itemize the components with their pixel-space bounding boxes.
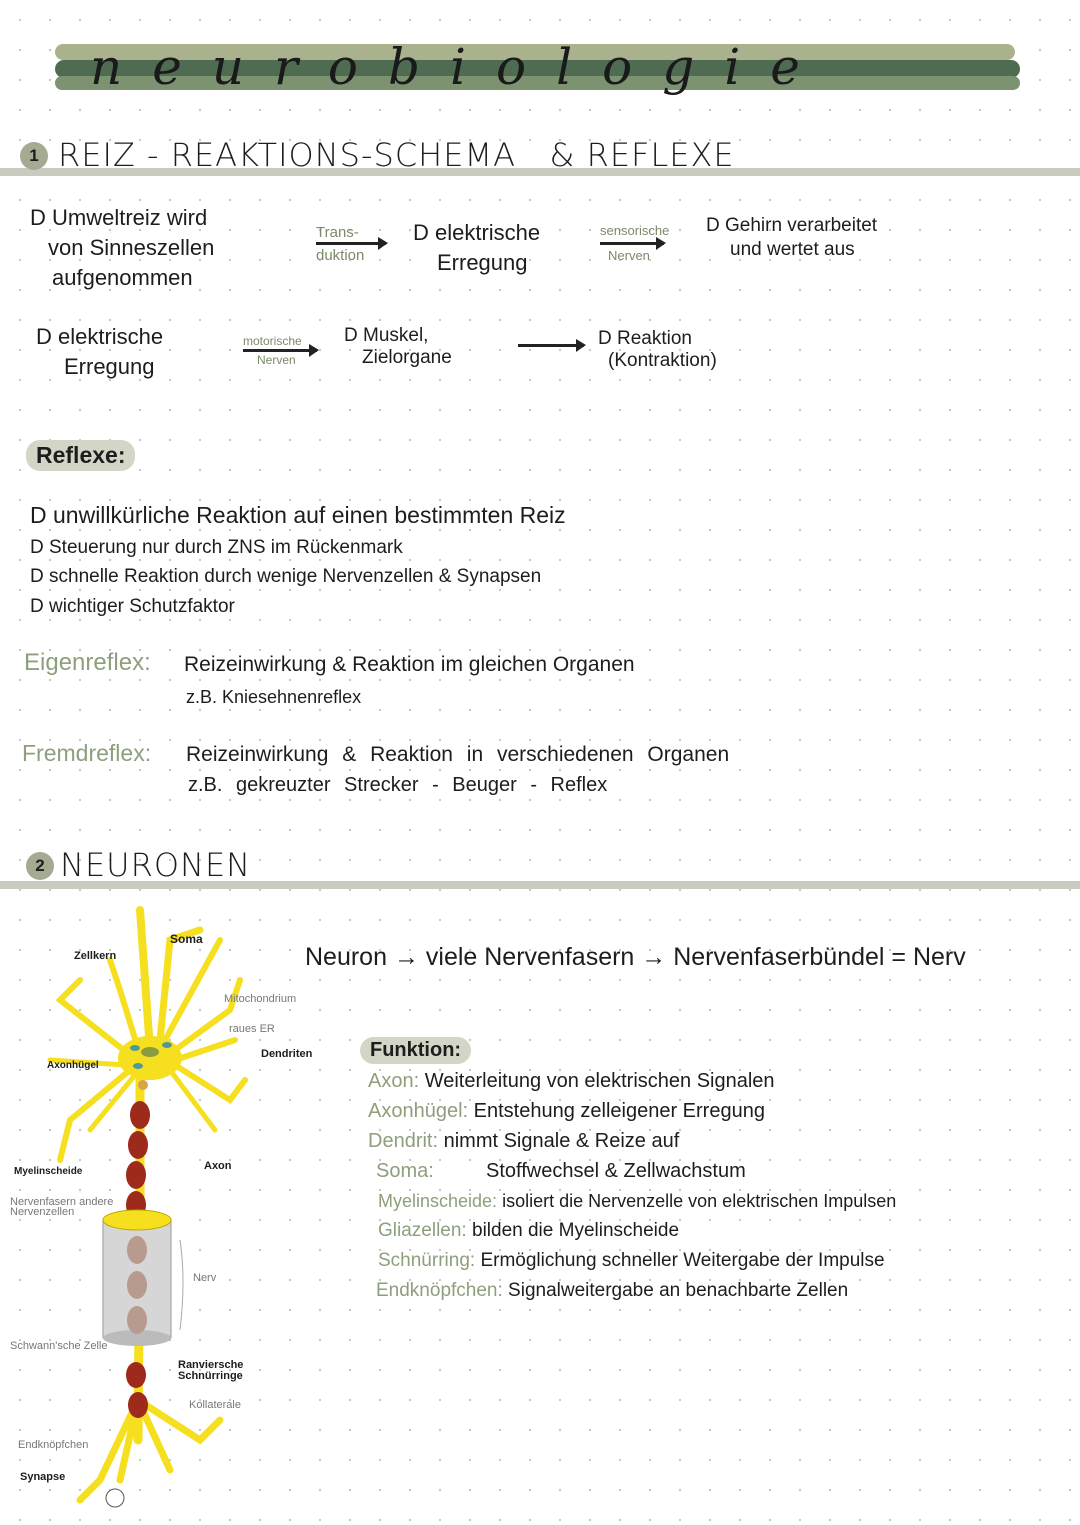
flow1-step3 (706, 214, 877, 262)
label-ranvier: Ranviersche Schnürringe (178, 1359, 244, 1382)
function-list (368, 1066, 1080, 1306)
arrow-motorische-nerven (243, 333, 323, 368)
text-line: D Gehirn verarbeitet (706, 215, 878, 236)
arrow-label: Trans- (316, 224, 359, 241)
reflexe-point: D Steuerung nur durch ZNS im Rückenmark (30, 537, 403, 558)
text-line: D Reaktion (598, 328, 692, 349)
function-text: Stoffwechsel & Zellwachstum (486, 1160, 746, 1182)
zellkern (141, 1047, 159, 1057)
function-term: Soma: (376, 1160, 434, 1182)
arrow-sensorische-nerven (600, 220, 700, 267)
arrow-label: duktion (316, 247, 365, 264)
flow1-step1 (30, 203, 214, 293)
function-text: Ermöglichung schneller Weitergabe der Impulse (480, 1250, 885, 1271)
eigenreflex-text: Reizeinwirkung & Reaktion im gleichen Organen (184, 653, 635, 676)
function-item (368, 1246, 1080, 1276)
label-myelinscheide: Myelinscheide (14, 1166, 83, 1177)
function-term: Myelinscheide: (378, 1191, 498, 1211)
fremdreflex-text: Reizeinwirkung & Reaktion in verschiedenen Organen (186, 743, 730, 766)
label-axonhuegel: Axonhügel (47, 1060, 99, 1071)
function-item (368, 1156, 1080, 1186)
arrow-icon (600, 242, 664, 245)
text-line: (Kontraktion) (608, 350, 717, 371)
function-term: Schnürring: (378, 1250, 476, 1271)
label-mitochondrium: Mitochondrium (224, 993, 297, 1005)
text-line: und wertet aus (730, 239, 855, 260)
text-line: von Sinneszellen (48, 235, 215, 260)
label-soma: Soma (170, 932, 203, 946)
neuron-summary: Neuron → viele Nervenfasern → Nervenfaserbündel = Nerv (305, 943, 966, 971)
section-number: 2 (26, 852, 54, 880)
text-line: Erregung (437, 250, 528, 275)
text-line: D Muskel, (344, 325, 429, 346)
function-term: Gliazellen: (378, 1220, 467, 1241)
function-item (368, 1096, 1080, 1126)
reflexe-label: Reflexe: (26, 440, 135, 471)
text-line: D elektrische (36, 324, 164, 349)
function-item (368, 1276, 1080, 1306)
fremdreflex-example: z.B. gekreuzter Strecker - Beuger - Reflex (188, 774, 608, 796)
function-text: nimmt Signale & Reize auf (443, 1130, 680, 1152)
reflexe-point: D wichtiger Schutzfaktor (30, 596, 235, 617)
arrow-label: Nerven (257, 353, 296, 367)
label-dendriten: Dendriten (261, 1048, 313, 1060)
page-title: neurobiologie (90, 38, 830, 96)
function-text: bilden die Myelinscheide (472, 1220, 680, 1241)
function-text: Entstehung zelleigener Erregung (473, 1100, 765, 1122)
arrow-icon (316, 242, 386, 245)
label-endknoepfchen: Endknöpfchen (18, 1439, 89, 1451)
function-text: Weiterleitung von elektrischen Signalen (424, 1070, 775, 1092)
section-heading: NEURONEN (60, 846, 252, 884)
label-nervenfasern: Nervenfasern andere Nervenzellen (10, 1196, 114, 1218)
flow1-step2 (413, 218, 540, 278)
arrow-transduktion (316, 222, 391, 267)
function-item (368, 1126, 1080, 1156)
label-axon: Axon (204, 1160, 232, 1172)
eigenreflex-example: z.B. Kniesehnenreflex (186, 687, 362, 707)
fremdreflex-term: Fremdreflex: (22, 740, 152, 766)
function-text: Signalweitergabe an benachbarte Zellen (508, 1280, 849, 1301)
funktion-label: Funktion: (360, 1037, 471, 1064)
function-text: isoliert die Nervenzelle von elektrischen Impulsen (502, 1191, 897, 1211)
label-schwann: Schwann'sche Zelle (10, 1340, 108, 1352)
arrow-label: motorische (243, 334, 302, 348)
arrow-icon (243, 349, 317, 352)
function-term: Endknöpfchen: (376, 1280, 503, 1301)
function-item (368, 1066, 1080, 1096)
text-line: Zielorgane (362, 347, 452, 368)
function-item (368, 1186, 1080, 1216)
section-number: 1 (20, 142, 48, 170)
eigenreflex-term: Eigenreflex: (24, 649, 151, 676)
label-zellkern: Zellkern (74, 950, 117, 962)
function-item (368, 1216, 1080, 1246)
flow2-step3 (598, 328, 717, 372)
label-kollaterale: Kollaterale (189, 1399, 241, 1411)
label-nerv: Nerv (193, 1272, 217, 1284)
reflexe-point: D schnelle Reaktion durch wenige Nervenzellen & Synapsen (30, 566, 542, 587)
function-term: Axonhügel: (368, 1100, 469, 1122)
function-term: Axon: (368, 1070, 420, 1092)
text-line: Erregung (64, 354, 155, 379)
arrow-icon (518, 344, 584, 347)
synapse-circle (106, 1489, 124, 1507)
label-raues-er: raues ER (229, 1023, 275, 1035)
text-line: D elektrische (413, 220, 541, 245)
axonhuegel (138, 1080, 148, 1090)
text-line: D Umweltreiz wird (30, 205, 208, 230)
function-term: Dendrit: (368, 1130, 439, 1152)
soma (118, 1036, 182, 1080)
section-heading: REIZ - REAKTIONS-SCHEMA & REFLEXE (58, 136, 735, 174)
arrow-label: sensorische (600, 223, 670, 238)
label-synapse: Synapse (20, 1471, 66, 1483)
flow2-step2 (344, 325, 452, 369)
flow2-step1 (36, 322, 163, 382)
reflexe-point: D unwillkürliche Reaktion auf einen bestimmten Reiz (30, 502, 566, 528)
arrow-label: Nerven (608, 248, 650, 263)
text-line: aufgenommen (52, 265, 193, 290)
